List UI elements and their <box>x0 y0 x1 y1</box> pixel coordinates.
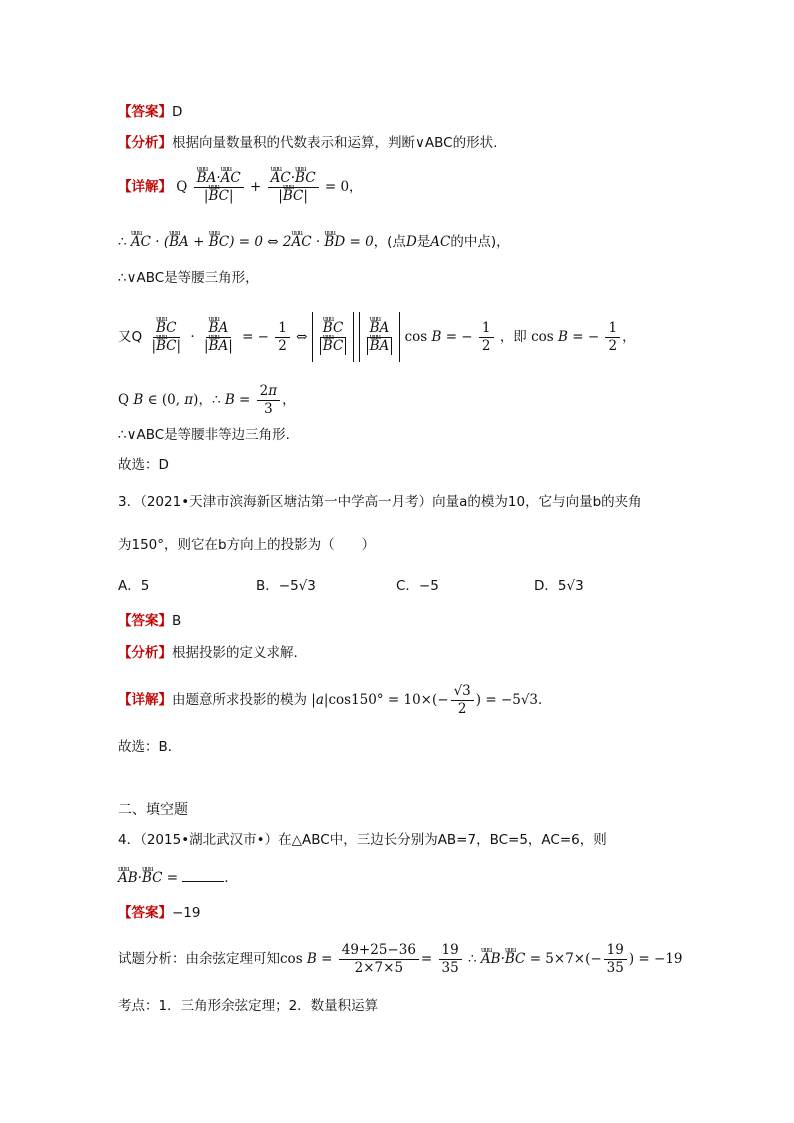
q2-detail-line-1: 【详解】 Q uuu $\frac{\text{BA·uuu AC}}{\text{|uuu BC|}}$ + uuu $\frac{\text{AC·uuu BC}}{\text{|uuu BC|}}$ = 0， <box>118 165 363 209</box>
q4-stem-line-2: uuu AB·uuu BC = ． <box>118 868 238 888</box>
conclusion-text: ∴∨ABC是等腰非等边三角形. <box>118 427 290 443</box>
q4-answer-line <box>118 903 201 923</box>
q3-detail-line: 【详解】由题意所求投影的模为 |a|cos150° = 10×(− $\frac{√3}{2}$ ) = −5√3． <box>118 682 552 717</box>
section-heading: 二、填空题 <box>118 802 188 818</box>
answer-tag: 【答案】 <box>118 905 172 921</box>
q4-detail-line: 试题分析：由余弦定理可知cos B = $\frac{49+25-36}{2\times 7\times 5}$ = $\frac{19}{35}$ ∴ uuu AB·uuu BC = 5×7×(− $\frac{19}{35}$ ) = −19 <box>118 938 683 980</box>
analysis-tag: 【分析】 <box>118 645 172 661</box>
q3-stem-line-2 <box>118 535 375 555</box>
q3-stem-2: 为150°，则它在b方向上的投影为（ ） <box>118 537 376 553</box>
choice-text: 故选：B． <box>118 739 182 755</box>
q3-stem-1: 3．（2021•天津市滨海新区塘沽第一中学高一月考）向量a的模为10，它与向量b的夹角 <box>118 494 642 510</box>
answer-value: B <box>172 613 182 629</box>
q3-analysis-line <box>118 643 307 663</box>
fraction-2: uuu $\frac{\text{AC·uuu BC}}{\text{|uuu BC|}}$ <box>268 170 319 205</box>
q4-stem-line-1 <box>118 830 607 850</box>
q2-answer-line <box>118 102 182 122</box>
detail-tag: 【详解】 <box>118 179 172 195</box>
isosceles-statement: ∴∨ABC是等腰三角形， <box>118 270 259 286</box>
detail-4-mid: ，即 <box>499 329 527 345</box>
answer-tag: 【答案】 <box>118 104 172 120</box>
q2-analysis-line <box>118 133 497 153</box>
q2-choice <box>118 455 169 475</box>
q2-detail-line-6 <box>118 425 290 445</box>
option-b: B．−5√3 <box>256 578 316 594</box>
analysis-text: 根据向量数量积的代数表示和运算，判断∨ABC的形状. <box>172 135 498 151</box>
option-d: D．5√3 <box>534 578 584 594</box>
choice-text: 故选：D <box>118 457 169 473</box>
q3-answer-line <box>118 611 181 631</box>
q2-detail-line-2: ∴ uuu AC · (uuu BA + uuu BC) = 0 ⇔ 2uuu AC · uuu BD = 0，(点D是AC的中点)， <box>118 232 510 252</box>
answer-value: D <box>172 104 183 120</box>
q2-detail-line-4: 又Q uuu $\frac{BC}{\text{|uuu BC|}}$ · uuu $\frac{BA}{\text{|uuu BA|}}$ = − $\frac{1}{2}$ ⇔ uuu BC uuu BC uuu BA uuu BA cos B = − $\frac{1}{2}$ ，即 cos B = − $\frac{1}{2}$ ， <box>118 312 636 362</box>
detail-4-prefix: 又Q <box>118 329 143 345</box>
q2-detail-line-3 <box>118 268 259 288</box>
q2-detail-line-5: Q B ∈ (0, π)，∴ B = $\frac{2\pi}{3}$ ， <box>118 382 296 417</box>
answer-tag: 【答案】 <box>118 613 172 629</box>
answer-value: −19 <box>172 905 201 921</box>
option-c: C．−5 <box>396 578 439 594</box>
option-a: A．5 <box>118 578 150 594</box>
analysis-tag: 【分析】 <box>118 135 172 151</box>
analysis-text: 根据投影的定义求解． <box>172 645 307 661</box>
q3-stem-line-1 <box>118 492 642 512</box>
detail-tag: 【详解】 <box>118 692 172 708</box>
q4-kaodian <box>118 996 378 1016</box>
kaodian-text: 考点：1．三角形余弦定理；2．数量积运算 <box>118 998 379 1014</box>
fraction-1: uuu $\frac{\text{BA·uuu AC}}{\text{|uuu BC|}}$ <box>194 170 244 205</box>
q4-stem-1: 4．（2015•湖北武汉市•）在△ABC中，三边长分别为AB=7，BC=5，AC=6，则 <box>118 832 607 848</box>
q3-choice <box>118 737 181 757</box>
fill-blank <box>182 869 224 882</box>
